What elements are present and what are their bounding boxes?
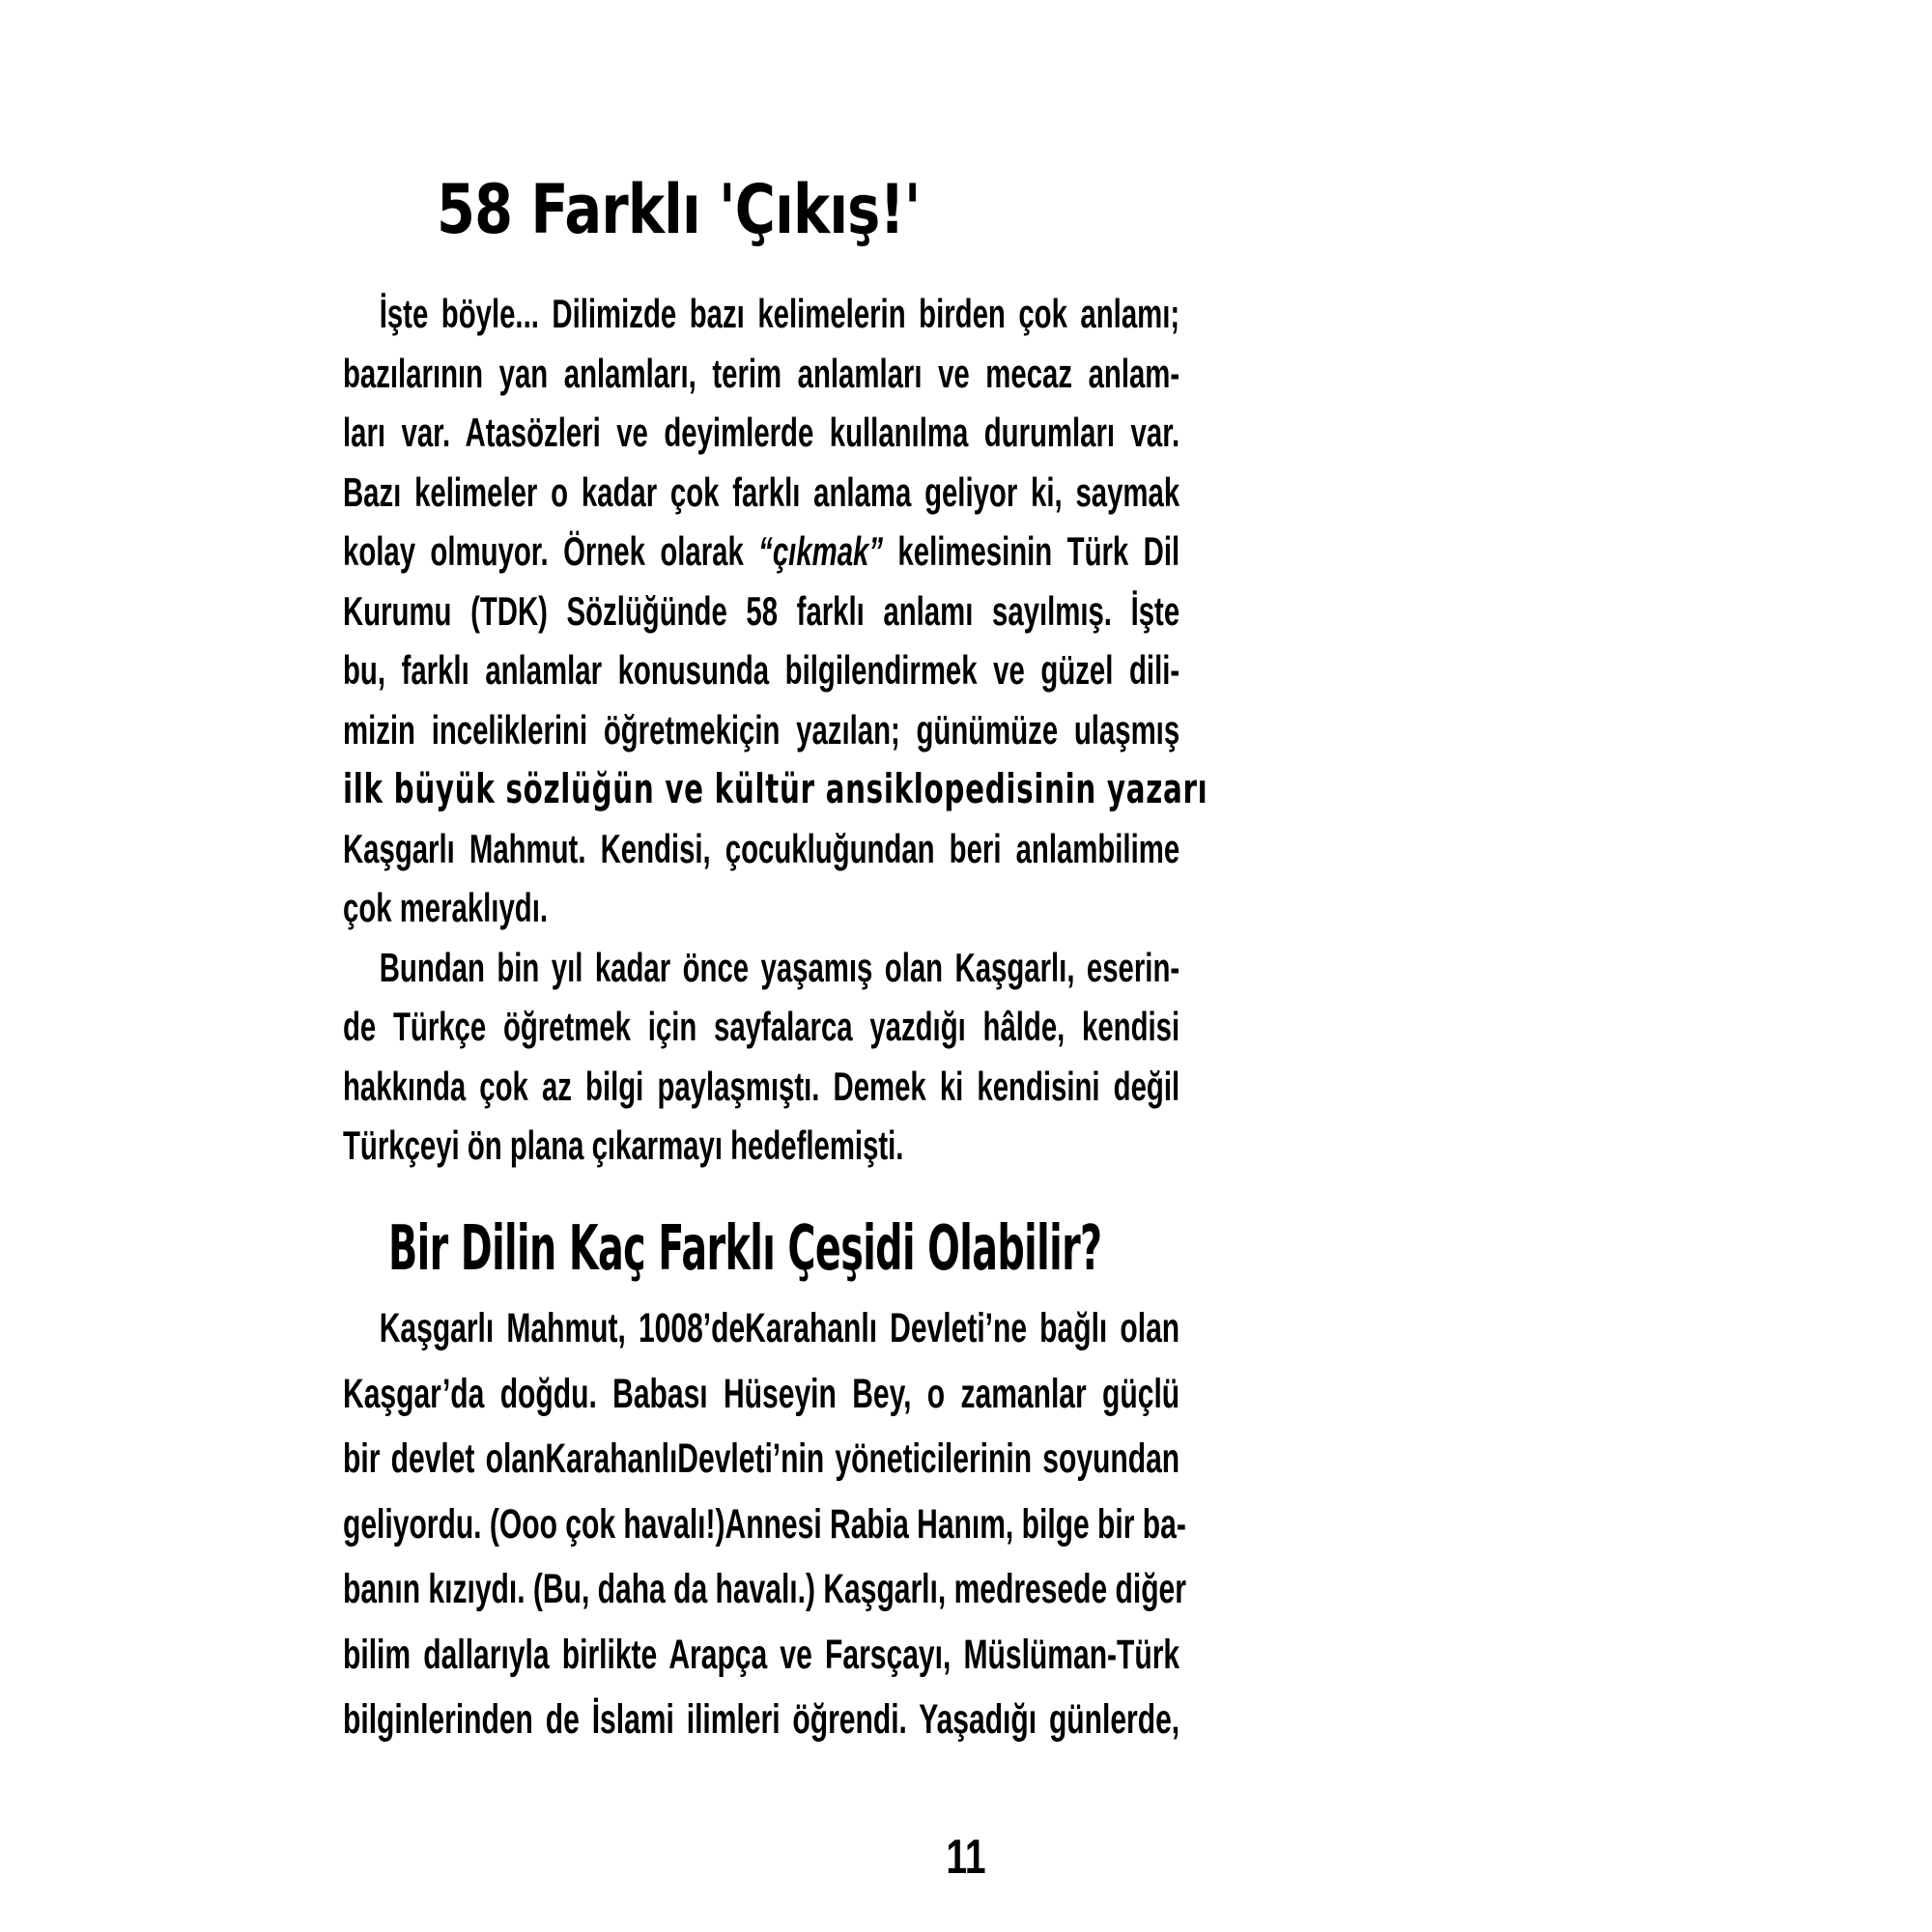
- italic-word-cikmak: “çıkmak”: [758, 528, 884, 574]
- text-line: Kurumu (TDK) Sözlüğünde 58 farklı anlamı sayılmış. İşte: [343, 587, 1180, 634]
- section-heading-bir-dilin: Bir Dilin Kaç Farklı Çeşidi Olabilir?: [388, 1213, 1102, 1285]
- text-line: İşte böyle... Dilimizde bazı kelimelerin birden çok anlamı;: [379, 291, 1180, 336]
- text-line: çok meraklıydı.: [343, 885, 548, 930]
- text-line-with-italic: [343, 522, 1179, 582]
- text-line: Kaşgar’da doğdu. Babası Hüseyin Bey, o zamanlar güçlü: [343, 1370, 1180, 1417]
- paragraph-block-1: [343, 284, 1208, 1176]
- text-line: bir devlet olanKarahanlıDevleti’nin yöneticilerinin soyundan: [343, 1435, 1180, 1482]
- text-line: bilginlerinden de İslami ilimleri öğrendi. Yaşadığı günlerde,: [343, 1696, 1180, 1743]
- text-line: Kaşgarlı Mahmut, 1008’deKarahanlı Devleti’ne bağlı olan: [379, 1305, 1180, 1351]
- text-line: bu, farklı anlamlar konusunda bilgilendirmek ve güzel dili-: [343, 647, 1180, 693]
- text-line: ları var. Atasözleri ve deyimlerde kullanılma durumları var.: [343, 410, 1180, 455]
- text-line: Türkçeyi ön plana çıkarmayı hedeflemişti.: [343, 1122, 904, 1168]
- text-line: bazılarının yan anlamları, terim anlamları ve mecaz anlam-: [343, 350, 1180, 396]
- text-line: geliyordu. (Ooo çok havalı!)Annesi Rabia Hanım, bilge bir ba-: [343, 1500, 1186, 1548]
- page-number: 11: [946, 1830, 986, 1884]
- text-line: de Türkçe öğretmek için sayfalarca yazdığı hâlde, kendisi: [343, 1004, 1180, 1049]
- text-segment: kolay olmuyor. Örnek olarak: [343, 528, 759, 574]
- emphasized-text-line: ilk büyük sözlüğün ve kültür ansiklopedisinin yazarı: [343, 765, 1208, 812]
- section-heading-58-farkli-cikis: 58 Farklı 'Çıkış!': [437, 170, 921, 249]
- text-line: mizin inceliklerini öğretmekiçin yazılan; günümüze ulaşmış: [343, 706, 1180, 753]
- text-line: banın kızıydı. (Bu, daha da havalı.) Kaşgarlı, medresede diğer: [343, 1566, 1186, 1612]
- text-line: hakkında çok az bilgi paylaşmıştı. Demek ki kendisini değil: [343, 1063, 1180, 1109]
- text-segment: kelimesinin Türk Dil: [883, 528, 1180, 574]
- text-line: bilim dallarıyla birlikte Arapça ve Farsçayı, Müslüman-Türk: [343, 1631, 1180, 1678]
- paragraph-block-2: [343, 1296, 1186, 1753]
- text-line: Bazı kelimeler o kadar çok farklı anlama geliyor ki, saymak: [343, 469, 1180, 515]
- text-line: Kaşgarlı Mahmut. Kendisi, çocukluğundan beri anlambilime: [343, 825, 1180, 871]
- text-line: Bundan bin yıl kadar önce yaşamış olan Kaşgarlı, eserin-: [379, 944, 1180, 990]
